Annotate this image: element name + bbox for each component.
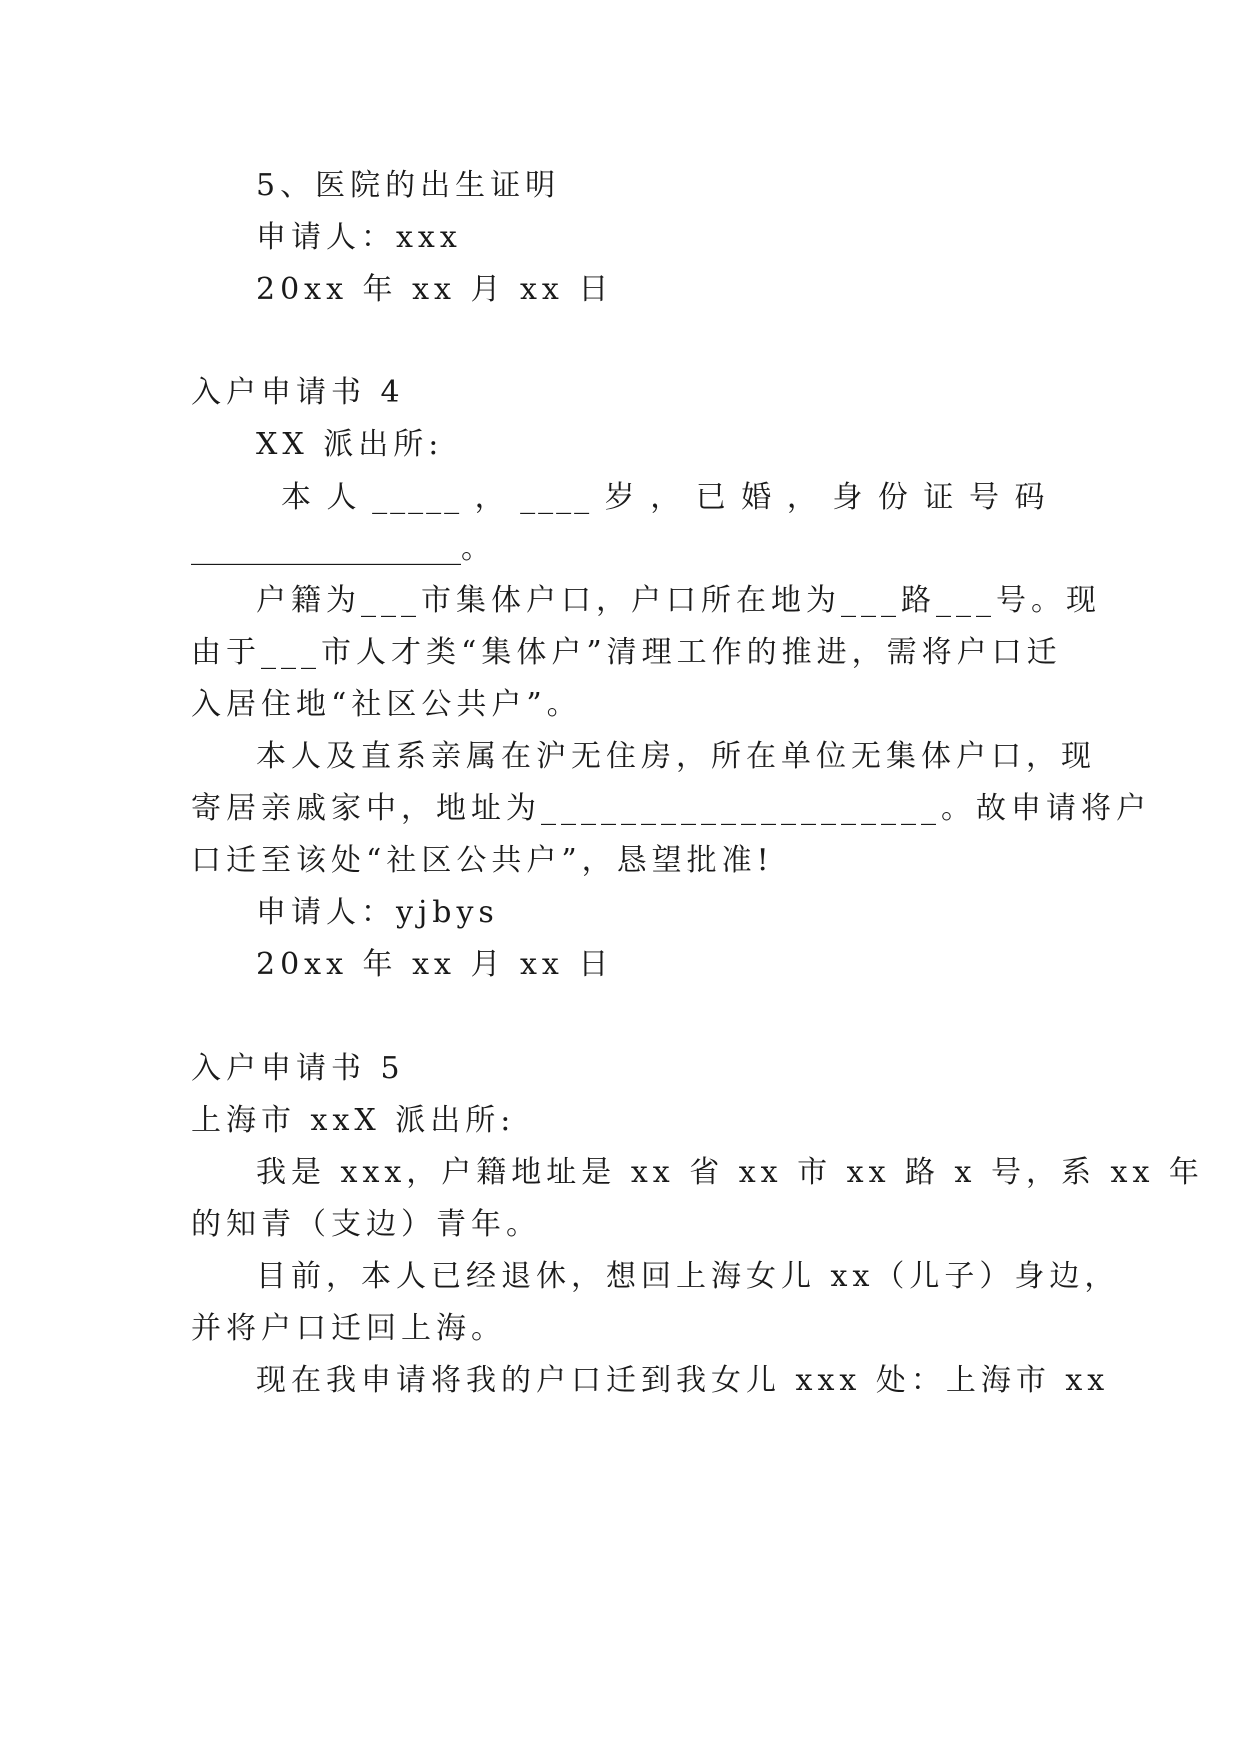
date-line: 20xx 年 xx 月 xx 日 (256, 947, 614, 982)
addressee-line: XX 派出所: (256, 427, 444, 462)
paragraph-line: 我是 xxx，户籍地址是 xx 省 xx 市 xx 路 x 号，系 xx 年 (256, 1155, 1204, 1190)
paragraph-line: 现在我申请将我的户口迁到我女儿 xxx 处：上海市 xx (256, 1363, 1110, 1398)
paragraph-line: 的知青（支边）青年。 (191, 1207, 541, 1242)
paragraph-line: __________________。 (191, 531, 491, 566)
paragraph-line: 入居住地“社区公共户”。 (191, 687, 582, 722)
applicant-line: 申请人：xxx (256, 220, 462, 255)
paragraph-line: 并将户口迁回上海。 (191, 1311, 506, 1346)
addressee-line: 上海市 xxX 派出所: (191, 1103, 516, 1138)
paragraph-line: 本人及直系亲属在沪无住房，所在单位无集体户口，现 (256, 739, 1096, 774)
list-item-birth-certificate: 5、医院的出生证明 (256, 168, 561, 203)
paragraph-line: 户籍为___市集体户口，户口所在地为___路___号。现 (256, 583, 1101, 618)
paragraph-line: 由于___市人才类“集体户”清理工作的推进，需将户口迁 (191, 635, 1062, 670)
paragraph-line: 口迁至该处“社区公共户”，恳望批准! (191, 843, 774, 878)
applicant-line: 申请人：yjbys (256, 895, 499, 930)
date-line: 20xx 年 xx 月 xx 日 (256, 272, 614, 307)
section-title-4: 入户申请书 4 (191, 375, 405, 410)
paragraph-line: 目前，本人已经退休，想回上海女儿 xx（儿子）身边， (256, 1259, 1120, 1294)
section-title-5: 入户申请书 5 (191, 1051, 405, 1086)
paragraph-line: 寄居亲戚家中，地址为____________________。故申请将户 (191, 791, 1151, 826)
paragraph-line: 本 人 _____ ， ____ 岁 ， 已 婚 ， 身 份 证 号 码 (281, 480, 1048, 515)
